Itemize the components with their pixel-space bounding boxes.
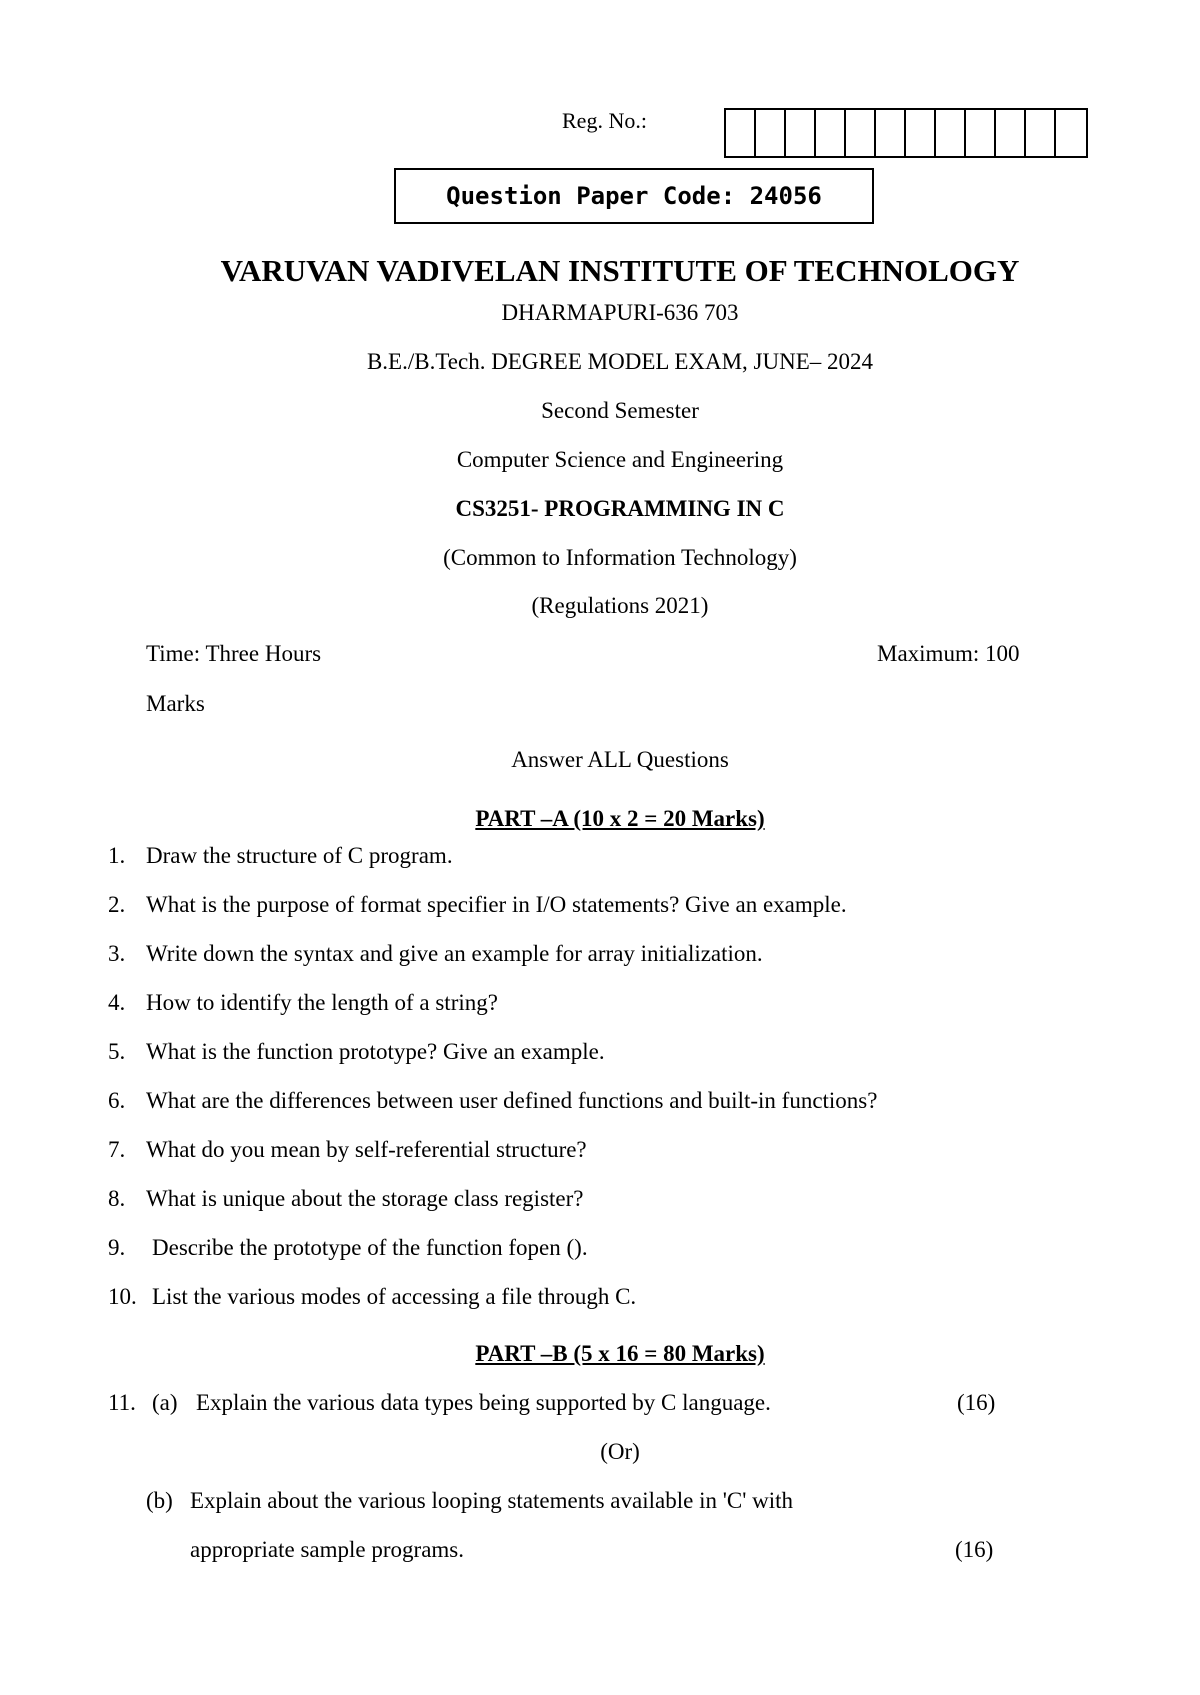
question-text: Describe the prototype of the function fopen (). [152, 1235, 588, 1260]
option-label: (b) [146, 1488, 173, 1513]
reg-no-digit-box[interactable] [1056, 110, 1086, 156]
question-marks: (16) [955, 1537, 994, 1562]
reg-no-digit-box[interactable] [876, 110, 906, 156]
question-number: 6. [108, 1088, 126, 1113]
question-number: 11. [108, 1390, 136, 1415]
course-title: CS3251- PROGRAMMING IN C [455, 496, 785, 521]
question-text: List the various modes of accessing a file through C. [152, 1284, 637, 1309]
institution-location: DHARMAPURI-636 703 [501, 300, 739, 325]
maximum-marks: Maximum: 100 [877, 641, 1020, 666]
reg-no-digit-box[interactable] [816, 110, 846, 156]
or-separator: (Or) [600, 1439, 640, 1464]
reg-no-digit-box[interactable] [756, 110, 786, 156]
marks-word: Marks [146, 691, 205, 716]
question-number: 4. [108, 990, 126, 1015]
reg-no-digit-box[interactable] [966, 110, 996, 156]
exam-title: B.E./B.Tech. DEGREE MODEL EXAM, JUNE– 2024 [366, 349, 874, 374]
instruction: Answer ALL Questions [511, 747, 729, 772]
institution-name: VARUVAN VADIVELAN INSTITUTE OF TECHNOLOGY [220, 253, 1020, 288]
reg-no-digit-box[interactable] [936, 110, 966, 156]
question-text: What do you mean by self-referential structure? [146, 1137, 587, 1162]
question-text: How to identify the length of a string? [146, 990, 498, 1015]
question-number: 9. [108, 1235, 126, 1260]
reg-no-digit-box[interactable] [846, 110, 876, 156]
question-number: 10. [108, 1284, 137, 1309]
question-paper-code-text: Question Paper Code: 24056 [446, 182, 822, 210]
question-text: What is the purpose of format specifier in I/O statements? Give an example. [146, 892, 847, 917]
reg-no-digit-box[interactable] [786, 110, 816, 156]
question-text: Draw the structure of C program. [146, 843, 453, 868]
part-b-heading: PART –B (5 x 16 = 80 Marks) [475, 1341, 765, 1366]
reg-no-digit-box[interactable] [1026, 110, 1056, 156]
question-marks: (16) [957, 1390, 996, 1415]
question-number: 7. [108, 1137, 126, 1162]
department: Computer Science and Engineering [456, 447, 784, 472]
question-text: What are the differences between user defined functions and built-in functions? [146, 1088, 878, 1113]
reg-no-digit-box[interactable] [726, 110, 756, 156]
semester: Second Semester [541, 398, 699, 423]
reg-no-digit-box[interactable] [996, 110, 1026, 156]
reg-no-digit-box[interactable] [906, 110, 936, 156]
question-text: Explain the various data types being supported by C language. [196, 1390, 771, 1415]
option-label: (a) [152, 1390, 178, 1415]
exam-time: Time: Three Hours [146, 641, 322, 666]
question-text: What is the function prototype? Give an example. [146, 1039, 605, 1064]
part-a-heading: PART –A (10 x 2 = 20 Marks) [475, 806, 765, 831]
question-number: 8. [108, 1186, 126, 1211]
question-text: Write down the syntax and give an example for array initialization. [146, 941, 763, 966]
regulations: (Regulations 2021) [531, 593, 709, 618]
question-number: 2. [108, 892, 126, 917]
question-text: Explain about the various looping statements available in 'C' with [190, 1488, 793, 1513]
question-text-continued: appropriate sample programs. [190, 1537, 464, 1562]
reg-no-label: Reg. No.: [562, 108, 647, 133]
question-text: What is unique about the storage class register? [146, 1186, 584, 1211]
common-note: (Common to Information Technology) [443, 545, 797, 570]
question-number: 5. [108, 1039, 126, 1064]
reg-no-boxes[interactable] [724, 108, 1088, 158]
question-number: 3. [108, 941, 126, 966]
question-number: 1. [108, 843, 126, 868]
question-paper-code [394, 168, 874, 224]
